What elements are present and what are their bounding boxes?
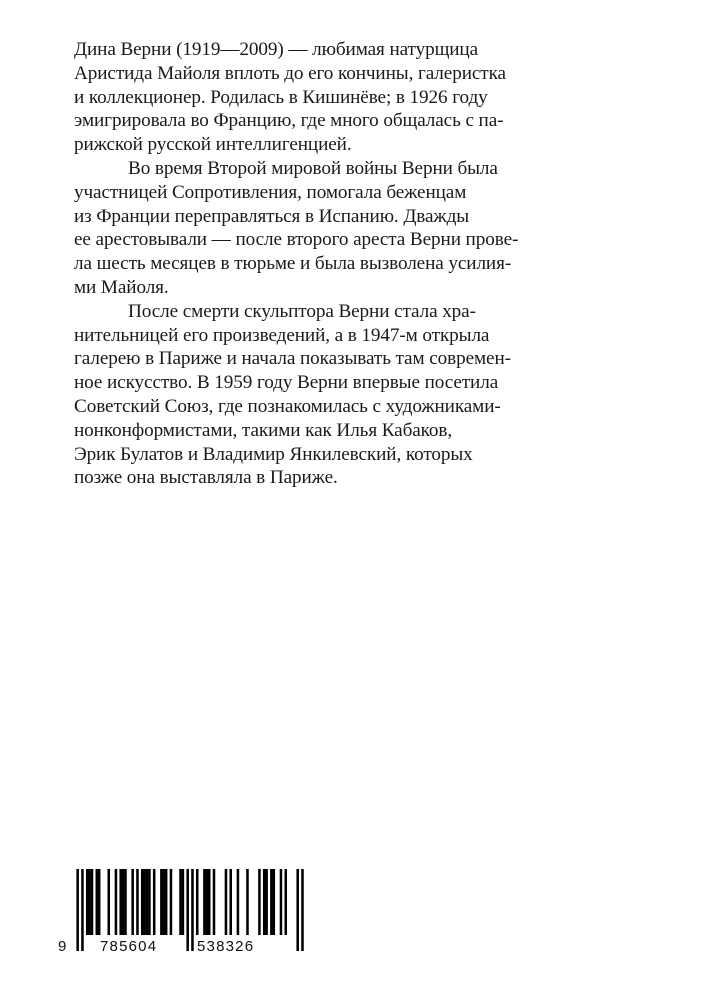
text-line: ми Майоля. xyxy=(74,276,169,298)
barcode-bar xyxy=(81,869,84,951)
barcode-bar xyxy=(88,869,91,935)
barcode-bar xyxy=(263,869,266,935)
barcode-bar xyxy=(206,869,209,935)
text-line: позже она выставляла в Париже. xyxy=(74,467,338,489)
barcode-bar xyxy=(229,869,232,935)
barcode-bar xyxy=(146,869,149,935)
text-line: и коллекционер. Родилась в Кишинёве; в 1926 году xyxy=(74,86,488,108)
barcode-bar xyxy=(148,869,151,935)
barcode-bar xyxy=(270,869,273,935)
barcode-first-digit: 9 xyxy=(58,938,68,955)
barcode-bar xyxy=(246,869,249,935)
text-line: Аристида Майоля вплоть до его кончины, галеристка xyxy=(74,62,506,84)
barcode-bar xyxy=(179,869,182,935)
barcode-bar xyxy=(301,869,304,951)
barcode-bar xyxy=(203,869,206,935)
text-line: После смерти скульптора Верни стала хра- xyxy=(128,300,476,322)
barcode-bar xyxy=(225,869,228,935)
text-line: галерею в Париже и начала показывать там современ- xyxy=(74,348,511,370)
barcode-bar xyxy=(280,869,283,935)
barcode-bar xyxy=(115,869,118,935)
barcode-left-digits: 785604 xyxy=(100,938,158,955)
barcode-right-digits: 538326 xyxy=(197,938,255,955)
text-line: участницей Сопротивления, помогала беженцам xyxy=(74,181,467,203)
barcode-bar xyxy=(107,869,110,935)
barcode-bar xyxy=(76,869,79,951)
barcode-bar xyxy=(91,869,94,935)
text-line: нонконформистами, такими как Илья Кабаков, xyxy=(74,419,453,441)
text-line: Во время Второй мировой войны Верни была xyxy=(128,157,498,179)
barcode-bar xyxy=(186,869,189,951)
text-line: рижской русской интеллигенцией. xyxy=(74,134,352,156)
barcode-bar xyxy=(182,869,185,935)
text-line: ее арестовывали — после второго ареста Верни прове- xyxy=(74,229,519,251)
barcode-bar xyxy=(160,869,163,935)
barcode-bar xyxy=(122,869,125,935)
barcode-bar xyxy=(296,869,299,951)
barcode-bar xyxy=(191,869,194,951)
barcode-bar xyxy=(136,869,139,935)
barcode-bar xyxy=(124,869,127,935)
barcode-bar xyxy=(86,869,89,935)
text-line: эмигрировала во Францию, где много общалась с па- xyxy=(74,110,504,132)
text-line: Советский Союз, где познакомилась с художниками- xyxy=(74,395,501,417)
barcode-bar xyxy=(170,869,173,935)
barcode-bar xyxy=(237,869,240,935)
barcode-bar xyxy=(196,869,199,935)
barcode-bar xyxy=(96,869,99,935)
text-line: из Франции переправляться в Испанию. Дважды xyxy=(74,205,470,227)
barcode-bar xyxy=(265,869,268,935)
text-line: ла шесть месяцев в тюрьме и была вызволена усилия- xyxy=(74,253,512,275)
barcode-bar xyxy=(98,869,101,935)
text-line: ное искусство. В 1959 году Верни впервые посетила xyxy=(74,372,499,394)
text-line: Дина Верни (1919—2009) — любимая натурщица xyxy=(74,39,479,60)
barcode-bar xyxy=(143,869,146,935)
barcode-bar xyxy=(162,869,165,935)
barcode-bar xyxy=(258,869,261,935)
barcode-bar xyxy=(153,869,156,935)
text-line: нительницей его произведений, а в 1947-м открыла xyxy=(74,324,490,346)
barcode-bar xyxy=(165,869,168,935)
barcode-bar xyxy=(141,869,144,935)
barcode-bar xyxy=(131,869,134,935)
annotation-text xyxy=(74,38,634,490)
text-line: Эрик Булатов и Владимир Янкилевский, которых xyxy=(74,443,473,465)
barcode-bar xyxy=(284,869,287,935)
barcode-bar xyxy=(213,869,216,935)
barcode-bar xyxy=(119,869,122,935)
barcode-bar xyxy=(208,869,211,935)
barcode-bar xyxy=(273,869,276,935)
